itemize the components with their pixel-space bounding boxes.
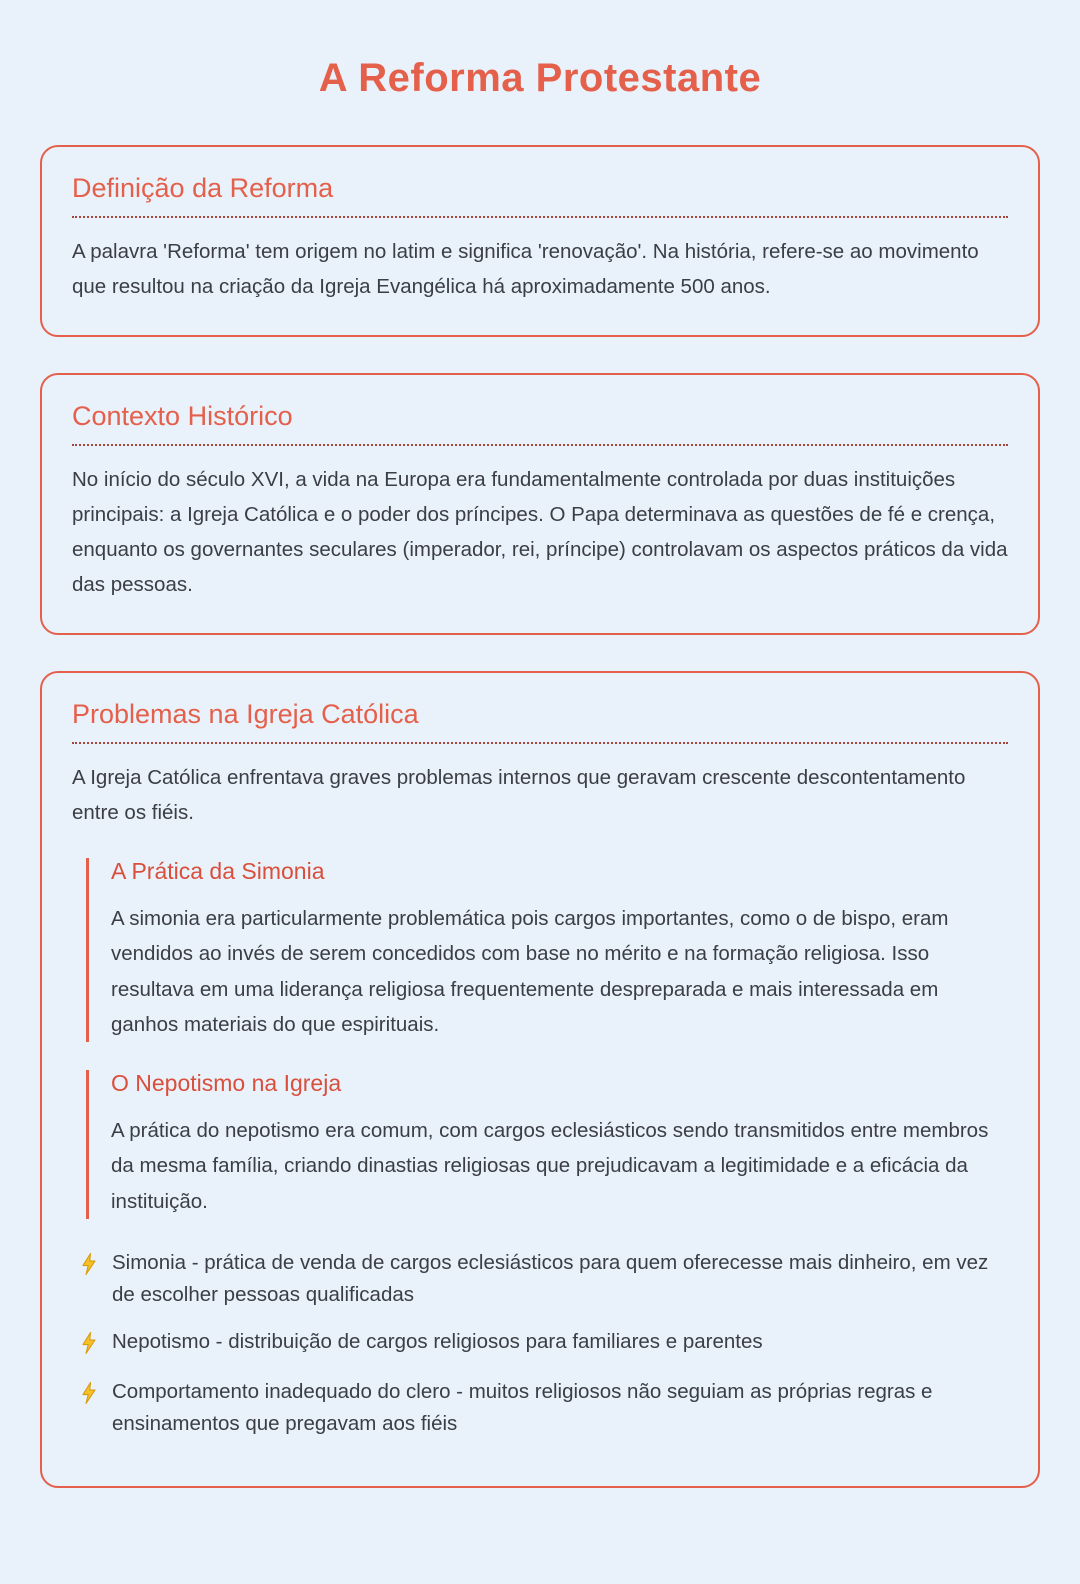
subsection-nepotismo-na-igreja bbox=[86, 1070, 1008, 1219]
section-heading: Problemas na Igreja Católica bbox=[72, 698, 419, 729]
section-body: A palavra 'Reforma' tem origem no latim e significa 'renovação'. Na história, refere-se ao movimento que resultou na criação da Igreja Evangélica há aproximadamente 500 anos. bbox=[72, 240, 979, 299]
section-card-contexto-historico bbox=[40, 373, 1040, 635]
lightning-bolt-icon bbox=[80, 1331, 98, 1360]
subsection-heading: A Prática da Simonia bbox=[111, 858, 325, 884]
list-item bbox=[80, 1326, 1008, 1360]
section-card-definicao-da-reforma bbox=[40, 145, 1040, 337]
section-heading-rule bbox=[72, 699, 1008, 744]
subsection-body: A simonia era particularmente problemática pois cargos importantes, como o de bispo, eram vendidos ao invés de serem concedidos com base no mérito e na formação religiosa. Isso resultava em uma liderança religiosa frequentemente despreparada e mais interessada em ganhos materiais do que espirituais. bbox=[111, 907, 949, 1036]
lightning-bolt-icon bbox=[80, 1381, 98, 1410]
section-body: A Igreja Católica enfrentava graves problemas internos que geravam crescente descontentamento entre os fiéis. bbox=[72, 765, 966, 824]
page-title: A Reforma Protestante bbox=[318, 56, 762, 100]
subsection-heading: O Nepotismo na Igreja bbox=[111, 1070, 342, 1096]
list-item-text: Nepotismo - distribuição de cargos religiosos para familiares e parentes bbox=[112, 1330, 763, 1354]
subsection-pratica-da-simonia bbox=[86, 858, 1008, 1042]
section-heading-rule bbox=[72, 173, 1008, 218]
section-heading: Definição da Reforma bbox=[72, 173, 334, 203]
subsection-body: A prática do nepotismo era comum, com cargos eclesiásticos sendo transmitidos entre membros da mesma família, criando dinastias religiosas que prejudicavam a legitimidade e a eficácia da instituição. bbox=[111, 1119, 989, 1213]
list-item-text: Comportamento inadequado do clero - muitos religiosos não seguiam as próprias regras e ensinamentos que pregavam aos fiéis bbox=[112, 1380, 933, 1436]
key-points-list bbox=[72, 1247, 1008, 1440]
section-card-problemas-na-igreja-catolica bbox=[40, 671, 1040, 1488]
section-heading: Contexto Histórico bbox=[72, 400, 293, 431]
list-item bbox=[80, 1376, 1008, 1440]
section-heading-rule bbox=[72, 401, 1008, 446]
section-body: No início do século XVI, a vida na Europa era fundamentalmente controlada por duas instituições principais: a Igreja Católica e o poder dos príncipes. O Papa determinava as questões de fé e crença, enquanto os governantes seculares (imperador, rei, príncipe) controlavam os aspectos práticos da vida das pessoas. bbox=[72, 467, 1008, 597]
lightning-bolt-icon bbox=[80, 1252, 98, 1281]
list-item bbox=[80, 1247, 1008, 1311]
list-item-text: Simonia - prática de venda de cargos eclesiásticos para quem oferecesse mais dinheiro, em vez de escolher pessoas qualificadas bbox=[112, 1250, 989, 1306]
